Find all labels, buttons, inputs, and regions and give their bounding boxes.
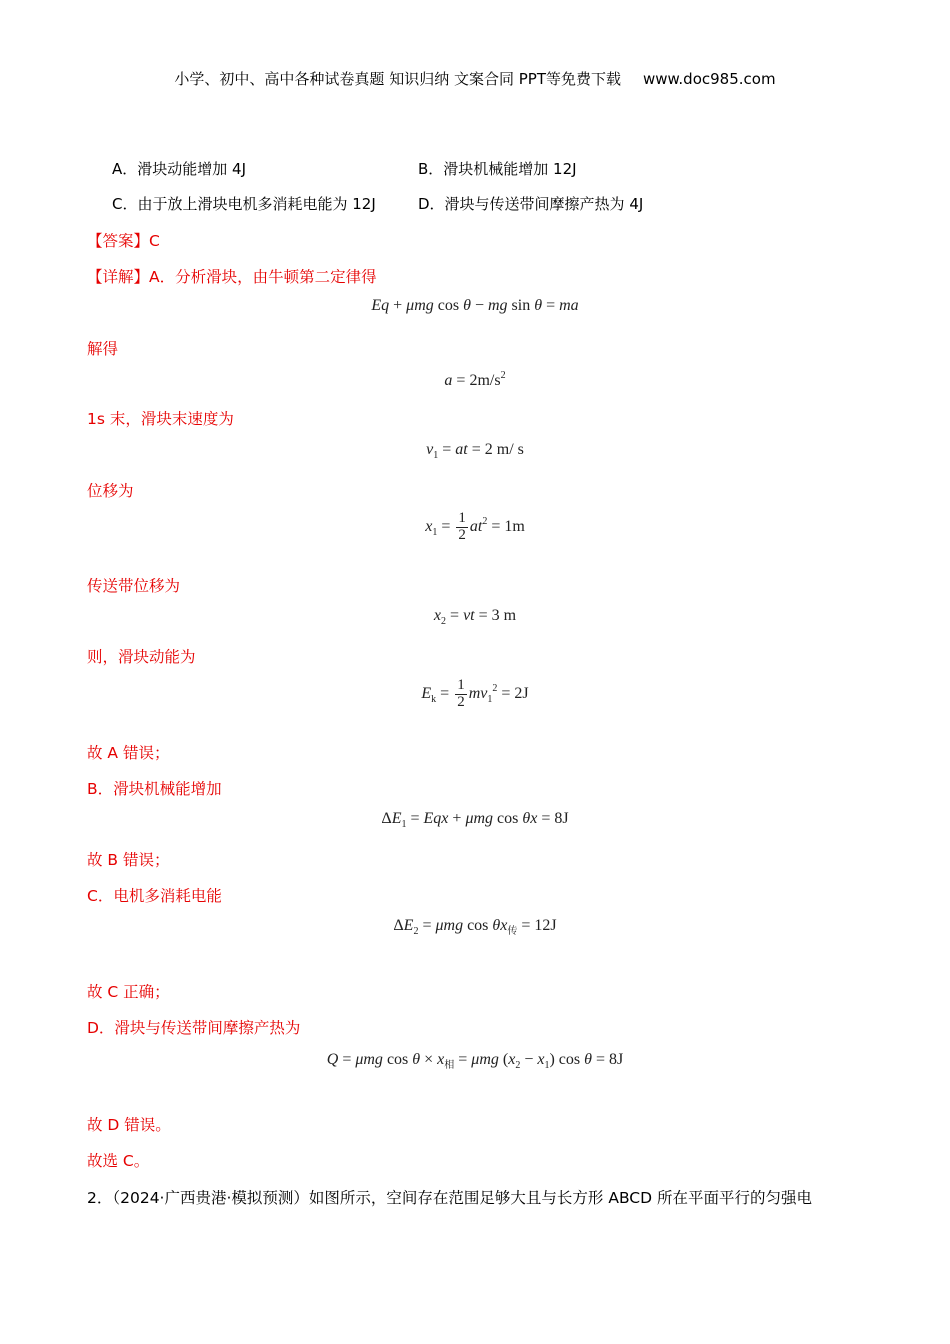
equation-delta-e1: $\Delta E_1$ = Eqx + μmg cos θx = 8J <box>381 810 569 830</box>
detail-final: 故选 C。 <box>87 1152 150 1170</box>
equation-kinetic-energy: $E_k$ = $\frac{1}{2}$ $mv_1^2 = 2J$ <box>421 677 529 710</box>
equation-velocity: $v_1$ = at = 2 m/ s <box>426 441 524 461</box>
detail-a-wrong: 故 A 错误； <box>87 744 170 762</box>
option-a: A．滑块动能增加 4J <box>112 160 246 178</box>
next-question: 2．（2024·广西贵港·模拟预测）如图所示，空间存在范围足够大且与长方形 ABCD 所在平面平行的匀强电 <box>87 1189 812 1207</box>
detail-velocity-text: 1s 末，滑块末速度为 <box>87 410 234 428</box>
option-c: C．由于放上滑块电机多消耗电能为 12J <box>112 195 376 213</box>
detail-intro: 【详解】A．分析滑块，由牛顿第二定律得 <box>87 268 377 286</box>
equation-newton: Eq + μmg cos θ − mg sin θ = ma <box>371 297 579 314</box>
detail-b-wrong: 故 B 错误； <box>87 851 170 869</box>
detail-c-head: C．电机多消耗电能 <box>87 887 222 905</box>
detail-solve: 解得 <box>87 340 119 358</box>
detail-ek-text: 则，滑块动能为 <box>87 648 196 666</box>
header-url[interactable]: www.doc985.com <box>642 70 776 88</box>
detail-d-wrong: 故 D 错误。 <box>87 1116 171 1134</box>
answer-label: 【答案】C <box>87 232 160 250</box>
equation-acceleration: $a = 2m/s^2$ <box>444 370 506 389</box>
equation-heat: Q = μmg $\cos \theta \times x_相 = \mu mg$ $(x_2 - x_1)$ cos θ = 8J <box>326 1051 624 1071</box>
page-header <box>0 68 950 89</box>
equation-x1: $x_1$ = $\frac{1}{2}$ $at^2 = 1m$ <box>425 510 525 543</box>
equation-x2: $x_2$ = vt = 3 m <box>433 607 517 627</box>
option-b: B．滑块机械能增加 12J <box>418 160 577 178</box>
detail-c-right: 故 C 正确； <box>87 983 170 1001</box>
detail-displacement-text: 位移为 <box>87 482 134 500</box>
option-d: D．滑块与传送带间摩擦产热为 4J <box>418 195 644 213</box>
detail-b-head: B．滑块机械能增加 <box>87 780 222 798</box>
header-text: 小学、初中、高中各种试卷真题 知识归纳 文案合同 PPT等免费下载 <box>174 70 621 88</box>
detail-d-head: D．滑块与传送带间摩擦产热为 <box>87 1019 301 1037</box>
equation-delta-e2: $\Delta E_2 = \mu mg$ $\cos \theta x_传 = 12J$ <box>393 917 557 937</box>
detail-belt-text: 传送带位移为 <box>87 577 181 595</box>
